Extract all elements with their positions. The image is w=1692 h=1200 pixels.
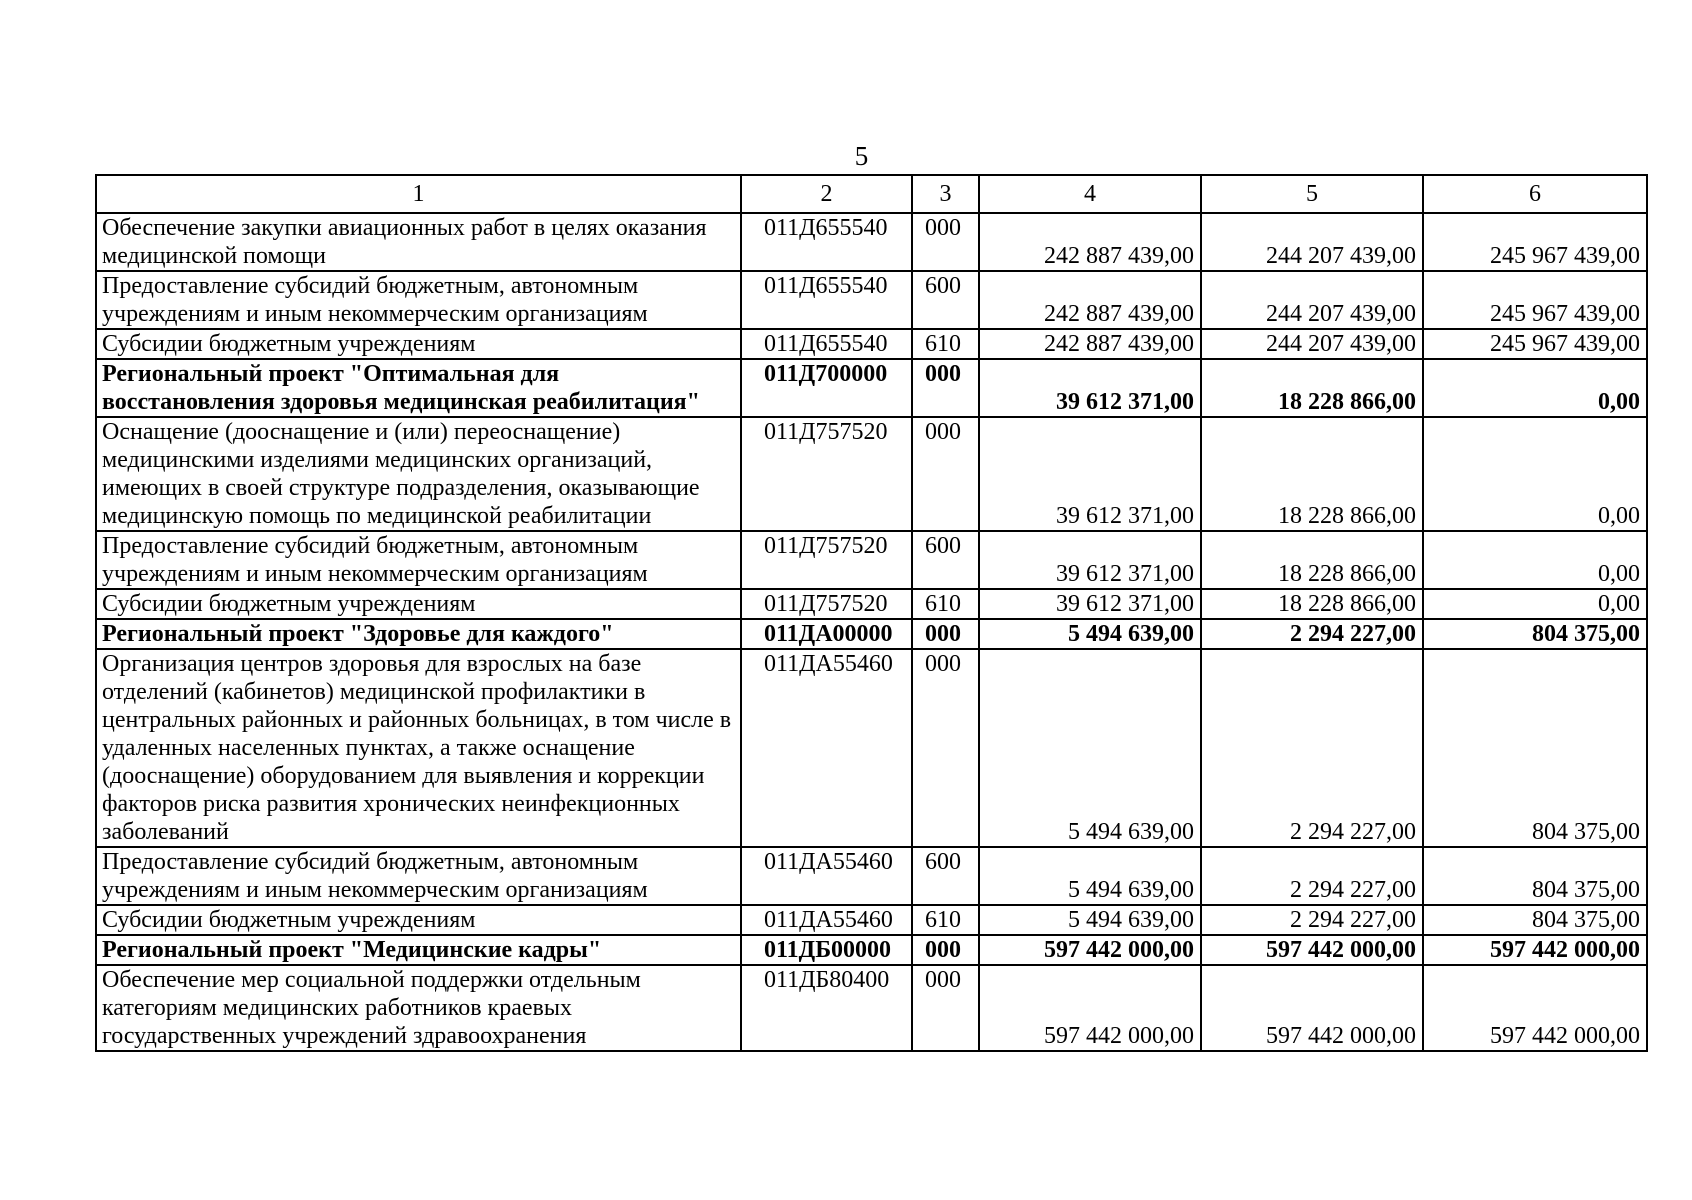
row-value-col5-cell: 18 228 866,00 <box>1201 417 1423 531</box>
row-value-col5-cell: 2 294 227,00 <box>1201 847 1423 905</box>
row-value-col4-cell: 39 612 371,00 <box>979 359 1201 417</box>
row-name-cell: Субсидии бюджетным учреждениям <box>96 905 741 935</box>
row-value-col6-cell: 0,00 <box>1423 359 1647 417</box>
row-code-cell: 011Д655540 <box>741 271 912 329</box>
row-kvr-cell: 000 <box>912 965 979 1051</box>
row-name-cell: Оснащение (дооснащение и (или) переоснащение) медицинскими изделиями медицинских организаций, имеющих в своей структуре подразделения, оказывающие медицинскую помощь по медицинской реабилитации <box>96 417 741 531</box>
row-value-col6-cell: 804 375,00 <box>1423 649 1647 847</box>
row-kvr-cell: 000 <box>912 935 979 965</box>
row-value-col6-cell: 245 967 439,00 <box>1423 213 1647 271</box>
table-row <box>96 847 1647 905</box>
row-value-col5-cell: 597 442 000,00 <box>1201 965 1423 1051</box>
row-name-cell: Предоставление субсидий бюджетным, автономным учреждениям и иным некоммерческим организациям <box>96 271 741 329</box>
column-header: 1 <box>96 175 741 213</box>
column-header: 6 <box>1423 175 1647 213</box>
row-code-cell: 011Д757520 <box>741 589 912 619</box>
row-name-cell: Региональный проект "Медицинские кадры" <box>96 935 741 965</box>
row-kvr-cell: 000 <box>912 213 979 271</box>
row-value-col6-cell: 804 375,00 <box>1423 847 1647 905</box>
row-value-col5-cell: 2 294 227,00 <box>1201 619 1423 649</box>
table-row <box>96 965 1647 1051</box>
row-name-cell: Субсидии бюджетным учреждениям <box>96 329 741 359</box>
column-number-row <box>96 175 1647 213</box>
table-row <box>96 213 1647 271</box>
row-code-cell: 011Д757520 <box>741 417 912 531</box>
row-value-col4-cell: 242 887 439,00 <box>979 271 1201 329</box>
row-name-cell: Обеспечение мер социальной поддержки отдельным категориям медицинских работников краевых государственных учреждений здравоохранения <box>96 965 741 1051</box>
column-header: 4 <box>979 175 1201 213</box>
table-row <box>96 905 1647 935</box>
column-header: 3 <box>912 175 979 213</box>
table-row <box>96 417 1647 531</box>
row-code-cell: 011ДА55460 <box>741 649 912 847</box>
row-value-col4-cell: 39 612 371,00 <box>979 589 1201 619</box>
row-value-col6-cell: 0,00 <box>1423 589 1647 619</box>
row-value-col6-cell: 0,00 <box>1423 417 1647 531</box>
row-code-cell: 011Д655540 <box>741 213 912 271</box>
row-value-col6-cell: 597 442 000,00 <box>1423 965 1647 1051</box>
row-kvr-cell: 610 <box>912 589 979 619</box>
row-value-col5-cell: 244 207 439,00 <box>1201 271 1423 329</box>
row-value-col4-cell: 5 494 639,00 <box>979 905 1201 935</box>
row-value-col5-cell: 597 442 000,00 <box>1201 935 1423 965</box>
row-value-col6-cell: 0,00 <box>1423 531 1647 589</box>
row-value-col4-cell: 5 494 639,00 <box>979 847 1201 905</box>
column-header: 2 <box>741 175 912 213</box>
row-code-cell: 011ДА55460 <box>741 905 912 935</box>
row-code-cell: 011ДА55460 <box>741 847 912 905</box>
row-value-col5-cell: 2 294 227,00 <box>1201 905 1423 935</box>
row-name-cell: Субсидии бюджетным учреждениям <box>96 589 741 619</box>
row-value-col6-cell: 804 375,00 <box>1423 619 1647 649</box>
row-name-cell: Предоставление субсидий бюджетным, автономным учреждениям и иным некоммерческим организациям <box>96 531 741 589</box>
row-kvr-cell: 000 <box>912 619 979 649</box>
row-name-cell: Предоставление субсидий бюджетным, автономным учреждениям и иным некоммерческим организациям <box>96 847 741 905</box>
table-row <box>96 329 1647 359</box>
row-kvr-cell: 000 <box>912 417 979 531</box>
row-name-cell: Организация центров здоровья для взрослых на базе отделений (кабинетов) медицинской профилактики в центральных районных и районных больницах, в том числе в удаленных населенных пунктах, а также оснащение (дооснащение) оборудованием для выявления и коррекции факторов риска развития хронических неинфекционных заболеваний <box>96 649 741 847</box>
row-name-cell: Обеспечение закупки авиационных работ в целях оказания медицинской помощи <box>96 213 741 271</box>
row-kvr-cell: 600 <box>912 847 979 905</box>
row-code-cell: 011ДА00000 <box>741 619 912 649</box>
row-value-col5-cell: 18 228 866,00 <box>1201 589 1423 619</box>
table-section-row <box>96 359 1647 417</box>
row-value-col6-cell: 804 375,00 <box>1423 905 1647 935</box>
row-code-cell: 011Д757520 <box>741 531 912 589</box>
row-kvr-cell: 610 <box>912 905 979 935</box>
row-value-col6-cell: 245 967 439,00 <box>1423 329 1647 359</box>
row-value-col5-cell: 244 207 439,00 <box>1201 213 1423 271</box>
row-code-cell: 011ДБ00000 <box>741 935 912 965</box>
row-kvr-cell: 600 <box>912 271 979 329</box>
page-number: 5 <box>854 141 869 171</box>
row-kvr-cell: 000 <box>912 359 979 417</box>
row-value-col4-cell: 242 887 439,00 <box>979 329 1201 359</box>
row-value-col5-cell: 2 294 227,00 <box>1201 649 1423 847</box>
row-value-col4-cell: 242 887 439,00 <box>979 213 1201 271</box>
row-value-col6-cell: 597 442 000,00 <box>1423 935 1647 965</box>
row-kvr-cell: 610 <box>912 329 979 359</box>
row-value-col4-cell: 5 494 639,00 <box>979 649 1201 847</box>
row-value-col4-cell: 597 442 000,00 <box>979 935 1201 965</box>
table-section-row <box>96 935 1647 965</box>
budget-table <box>95 174 1648 1052</box>
row-value-col4-cell: 39 612 371,00 <box>979 531 1201 589</box>
row-value-col5-cell: 244 207 439,00 <box>1201 329 1423 359</box>
table-row <box>96 589 1647 619</box>
row-value-col4-cell: 39 612 371,00 <box>979 417 1201 531</box>
table-row <box>96 271 1647 329</box>
row-value-col5-cell: 18 228 866,00 <box>1201 359 1423 417</box>
table-row <box>96 531 1647 589</box>
row-value-col4-cell: 597 442 000,00 <box>979 965 1201 1051</box>
row-kvr-cell: 600 <box>912 531 979 589</box>
row-code-cell: 011Д700000 <box>741 359 912 417</box>
row-kvr-cell: 000 <box>912 649 979 847</box>
column-header: 5 <box>1201 175 1423 213</box>
table-body <box>96 175 1647 1051</box>
row-value-col6-cell: 245 967 439,00 <box>1423 271 1647 329</box>
row-value-col5-cell: 18 228 866,00 <box>1201 531 1423 589</box>
row-name-cell: Региональный проект "Здоровье для каждого" <box>96 619 741 649</box>
row-code-cell: 011ДБ80400 <box>741 965 912 1051</box>
table-section-row <box>96 619 1647 649</box>
row-code-cell: 011Д655540 <box>741 329 912 359</box>
table-row <box>96 649 1647 847</box>
row-value-col4-cell: 5 494 639,00 <box>979 619 1201 649</box>
row-name-cell: Региональный проект "Оптимальная для восстановления здоровья медицинская реабилитация" <box>96 359 741 417</box>
